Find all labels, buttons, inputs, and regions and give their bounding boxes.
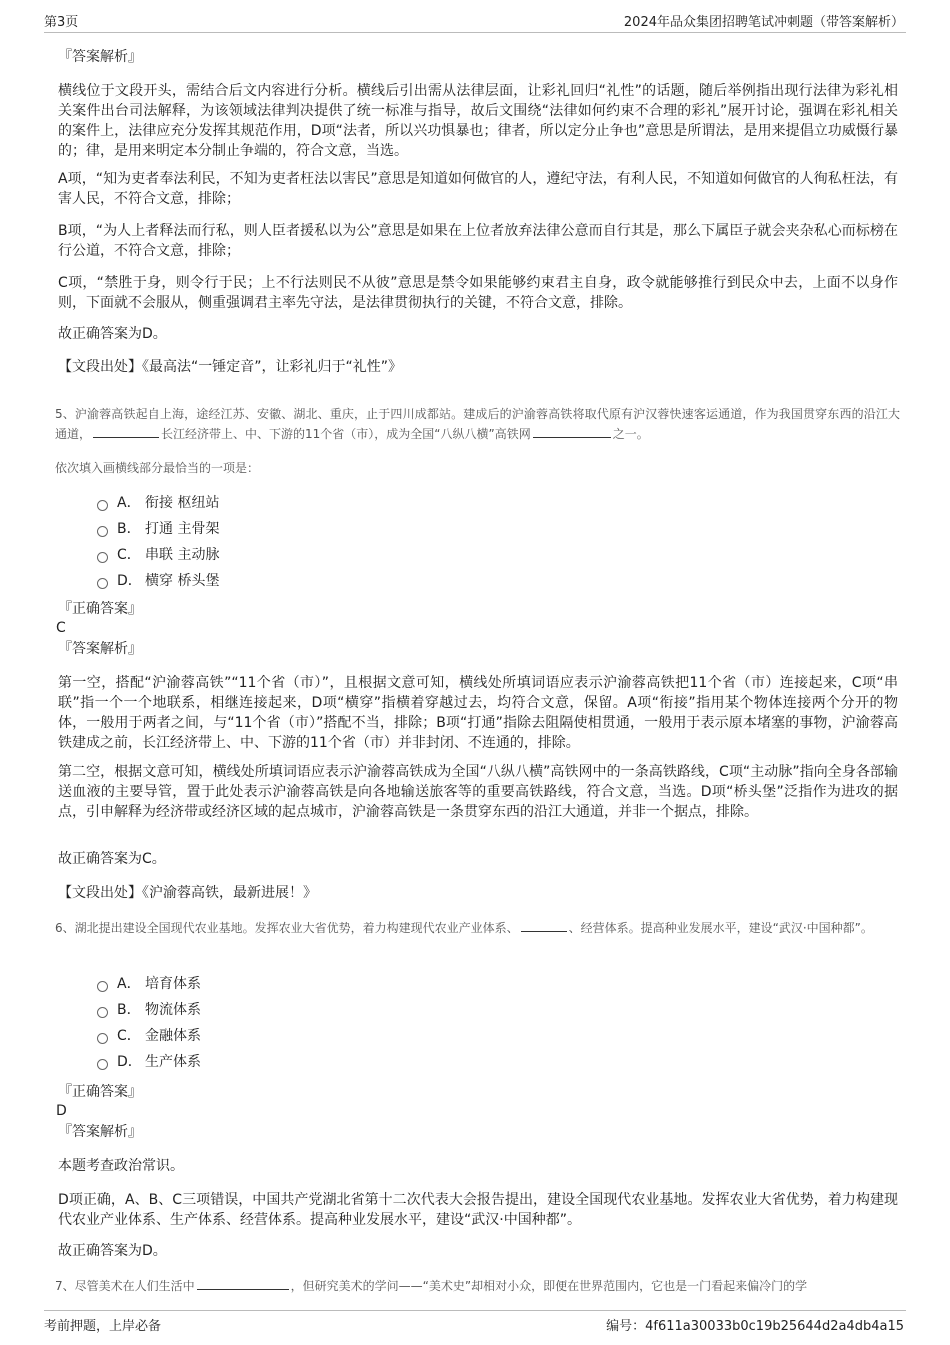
q6-analysis-para-1: 本题考查政治常识。 [58,1158,184,1174]
q6-answer: D [56,1103,67,1119]
q4-source: 【文段出处】《最高法“一锤定音”，让彩礼归于“礼性”》 [58,359,403,375]
radio-icon[interactable] [97,1059,108,1070]
q6-option-b[interactable]: B． 物流体系 [97,1001,201,1019]
q6-answer-conclusion: 故正确答案为D。 [58,1243,167,1259]
document-title: 2024年品众集团招聘笔试冲刺题（带答案解析） [623,15,904,30]
radio-icon[interactable] [97,500,108,511]
q5-analysis-para-1: 第一空，搭配“沪渝蓉高铁”“11个省（市）”，且根据文意可知，横线处所填词语应表示沪渝蓉高铁把11个省（市）连接起来，C项“串联”指一个一个地联系，相继连接起来，D项“横穿”指横着穿越过去，均符合文意，保留。A项“衔接”指用某个物体连接两个分开的物体，一般用于两者之间，与“11个省（市）”搭配不当，排除；B项“打通”指除去阻隔使相贯通，一般用于表示原本堵塞的事物，沪渝蓉高铁建成之前，长江经济带上、中、下游的11个省（市）并非封闭、不连通的，排除。 [58,675,898,751]
q5-option-b[interactable]: B． 打通 主骨架 [97,520,219,538]
q5-option-a[interactable]: A． 衔接 枢纽站 [97,494,219,512]
q5-instruction: 依次填入画横线部分最恰当的一项是： [55,461,260,475]
q5-stem: 5、沪渝蓉高铁起自上海，途经江苏、安徽、湖北、重庆，止于四川成都站。建成后的沪渝蓉高铁将取代原有沪汉蓉快速客运通道，作为我国贯穿东西的沿江大通道， 长江经济带上、中、下游的11个省（市），成为全国“八纵八横”高铁网 之一。 [55,407,900,441]
q4-analysis-para-3: B项，“为人上者释法而行私，则人臣者援私以为公”意思是如果在上位者放弃法律公意而自行其是，那么下属臣子就会夹杂私心而标榜在行公道，不符合文意，排除； [58,223,898,259]
q6-option-d[interactable]: D． 生产体系 [97,1053,201,1071]
q5-source: 【文段出处】《沪渝蓉高铁，最新进展！》 [58,885,317,901]
radio-icon[interactable] [97,1007,108,1018]
q5-answer: C [56,620,66,636]
page-header [0,0,950,34]
header-divider [44,32,906,33]
q6-option-a[interactable]: A． 培育体系 [97,975,201,993]
footer-slogan: 考前押题，上岸必备 [44,1319,162,1334]
footer-divider [44,1310,906,1311]
q5-blank-1 [93,424,159,438]
page-number: 第3页 [44,15,79,30]
q7-blank [197,1276,289,1290]
q6-blank [521,918,567,932]
q4-analysis-para-4: C项，“禁胜于身，则令行于民；上不行法则民不从彼”意思是禁令如果能够约束君主自身，政令就能够推行到民众中去，上面不以身作则，下面就不会服从，侧重强调君主率先守法，是法律贯彻执行的关键，不符合文意，排除。 [58,275,898,311]
radio-icon[interactable] [97,526,108,537]
radio-icon[interactable] [97,981,108,992]
q4-answer-conclusion: 故正确答案为D。 [58,326,167,342]
q4-analysis-label: 『答案解析』 [58,49,142,65]
q5-analysis-label: 『答案解析』 [58,641,142,657]
q5-option-d[interactable]: D． 横穿 桥头堡 [97,572,219,590]
q7-stem: 7、尽管美术在人们生活中 ，但研究美术的学问——“美术史”却相对小众，即便在世界范围内，它也是一门看起来偏冷门的学 [55,1276,900,1296]
q5-answer-conclusion: 故正确答案为C。 [58,851,166,867]
q6-analysis-label: 『答案解析』 [58,1124,142,1140]
q6-option-c[interactable]: C． 金融体系 [97,1027,201,1045]
radio-icon[interactable] [97,552,108,563]
q5-analysis-para-2: 第二空，根据文意可知，横线处所填词语应表示沪渝蓉高铁成为全国“八纵八横”高铁网中的一条高铁路线，C项“主动脉”指向全身各部输送血液的主要导管，置于此处表示沪渝蓉高铁是向各地输送旅客等的重要高铁路线，符合文意，当选。D项“桥头堡”泛指作为进攻的据点，引申解释为经济带或经济区域的起点城市，沪渝蓉高铁是一条贯穿东西的沿江大通道，并非一个据点，排除。 [58,764,898,820]
radio-icon[interactable] [97,578,108,589]
q4-analysis-para-2: A项，“知为吏者奉法利民，不知为吏者枉法以害民”意思是知道如何做官的人，遵纪守法，有利人民，不知道如何做官的人徇私枉法，有害人民，不符合文意，排除； [58,171,898,207]
q5-blank-2 [533,424,611,438]
document-code: 编号：4f611a30033b0c19b25644d2a4db4a15 [606,1319,904,1334]
radio-icon[interactable] [97,1033,108,1044]
q4-analysis-para-1: 横线位于文段开头，需结合后文内容进行分析。横线后引出需从法律层面，让彩礼回归“礼性”的话题，随后举例指出现行法律为彩礼相关案件出台司法解释，为该领域法律判决提供了统一标准与指导，故后文围绕“法律如何约束不合理的彩礼”展开讨论，强调在彩礼相关的案件上，法律应充分发挥其规范作用，D项“法者，所以兴功惧暴也；律者，所以定分止争也”意思是所谓法，是用来提倡立功威慑行暴的；律，是用来明定本分制止争端的，符合文意，当选。 [58,83,898,159]
q6-stem: 6、湖北提出建设全国现代农业基地。发挥农业大省优势，着力构建现代农业产业体系、 、经营体系。提高种业发展水平，建设“武汉·中国种都”。 [55,918,900,938]
q6-analysis-para-2: D项正确，A、B、C三项错误，中国共产党湖北省第十二次代表大会报告提出，建设全国现代农业基地。发挥农业大省优势，着力构建现代农业产业体系、生产体系、经营体系。提高种业发展水平，建设“武汉·中国种都”。 [58,1192,898,1228]
q5-answer-label: 『正确答案』 [58,601,142,617]
q6-answer-label: 『正确答案』 [58,1084,142,1100]
q5-option-c[interactable]: C． 串联 主动脉 [97,546,219,564]
